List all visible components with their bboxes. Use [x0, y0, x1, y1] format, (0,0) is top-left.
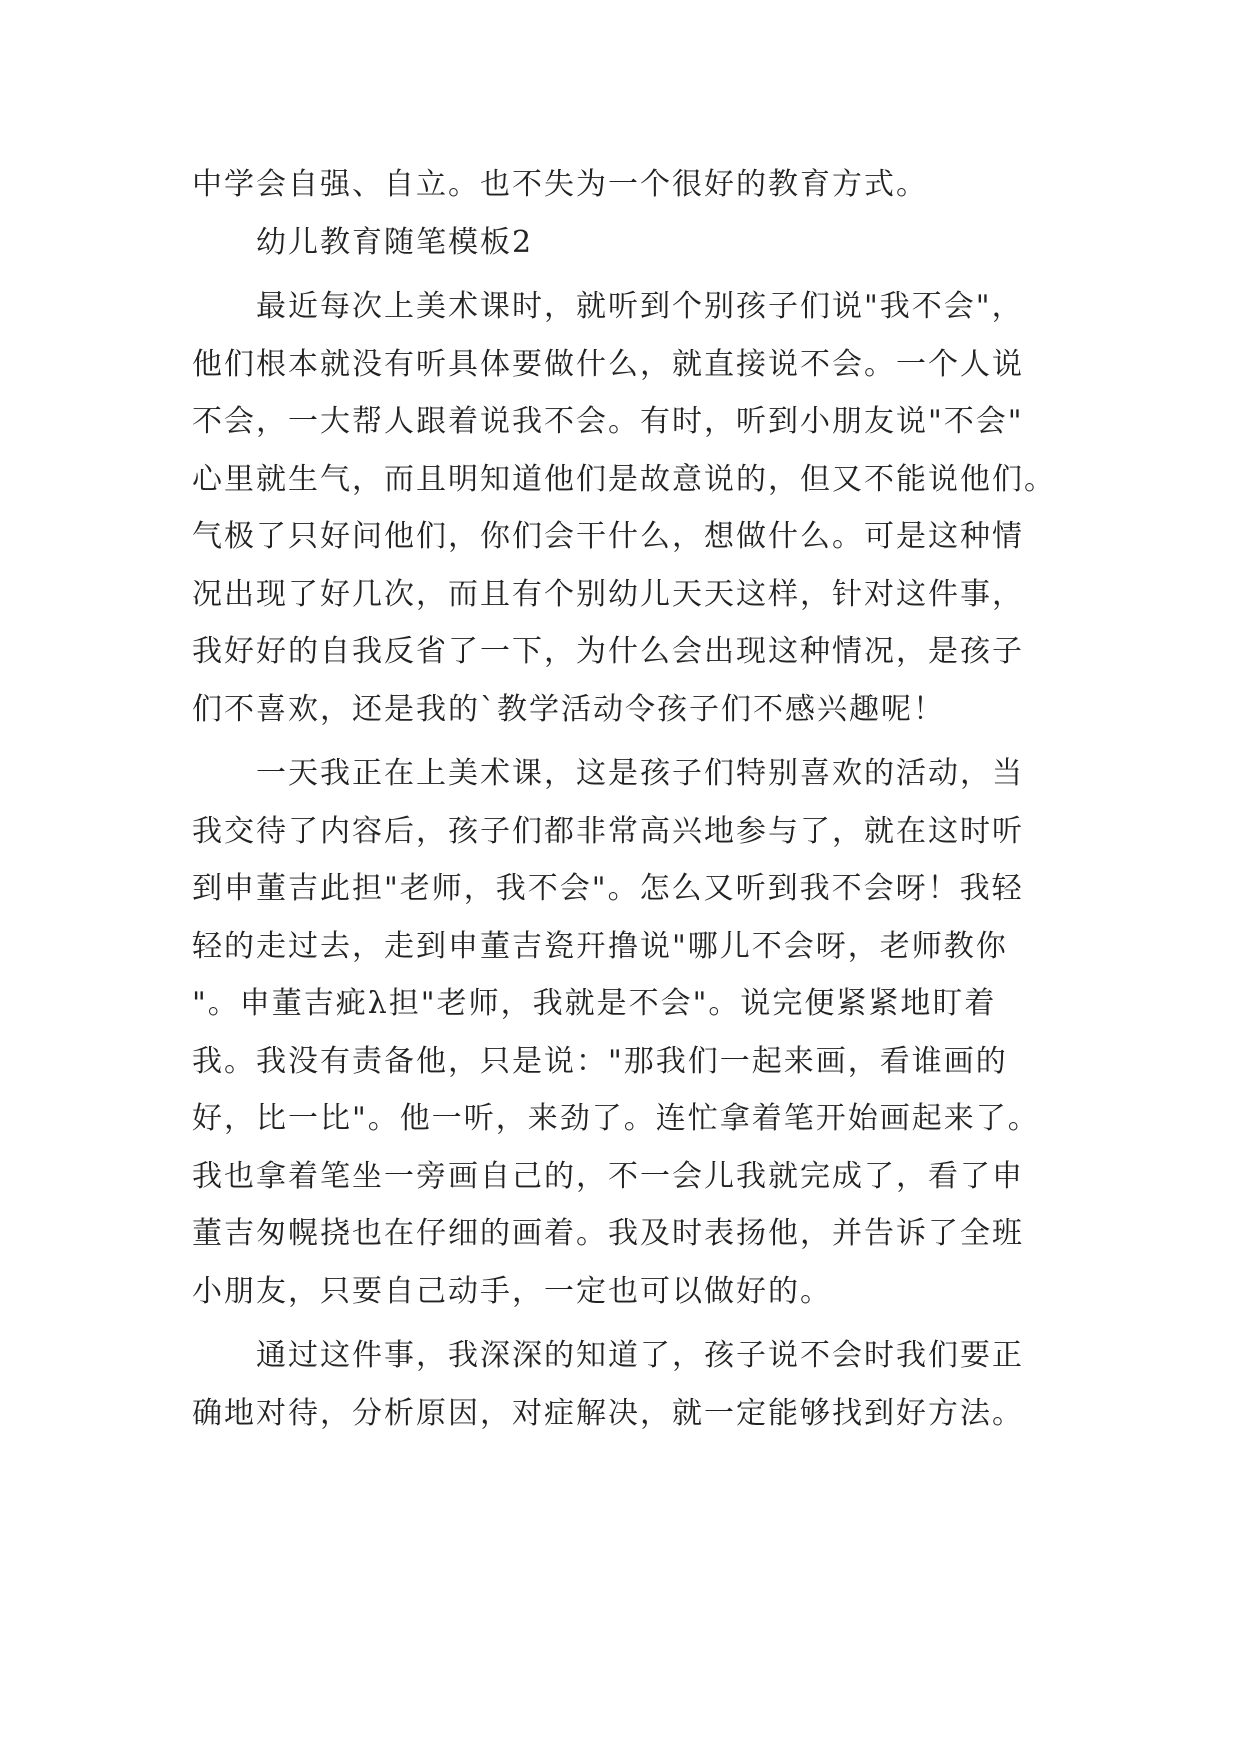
- text-line: 不会，一大帮人跟着说我不会。有时，听到小朋友说"不会": [192, 404, 1024, 439]
- text-line: 气极了只好问他们，你们会干什么，想做什么。可是这种情: [192, 519, 1024, 554]
- text-line: 我好好的自我反省了一下，为什么会出现这种情况，是孩子: [192, 634, 1024, 669]
- paragraph-first-line: 通过这件事，我深深的知道了，孩子说不会时我们要正: [256, 1338, 1024, 1373]
- text-line: 我交待了内容后，孩子们都非常高兴地参与了，就在这时听: [192, 813, 1024, 849]
- text-line: "。申董吉疵λ担"老师，我就是不会"。说完便紧紧地盯着: [192, 986, 997, 1021]
- text-line: 他们根本就没有听具体要做什么，就直接说不会。一个人说: [192, 346, 1024, 382]
- paragraph-first-line: 一天我正在上美术课，这是孩子们特别喜欢的活动，当: [256, 756, 1024, 791]
- section-heading: 幼儿教育随笔模板2: [256, 224, 534, 260]
- text-line: 董吉匆幌挠也在仔细的画着。我及时表扬他，并告诉了全班: [192, 1216, 1024, 1251]
- paragraph-first-line: 最近每次上美术课时，就听到个别孩子们说"我不会"，: [256, 289, 1024, 324]
- text-line: 好，比一比"。他一听，来劲了。连忙拿着笔开始画起来了。: [192, 1101, 1040, 1136]
- document-body: [192, 156, 1072, 1442]
- text-line: 况出现了好几次，而且有个别幼儿天天这样，针对这件事，: [192, 576, 1024, 612]
- text-line: 心里就生气，而且明知道他们是故意说的，但又不能说他们。: [192, 461, 1056, 497]
- text-line: 轻的走过去，走到申董吉瓷幵撸说"哪儿不会呀，老师教你: [192, 928, 1008, 964]
- text-line: 我也拿着笔坐一旁画自己的，不一会儿我就完成了，看了申: [192, 1158, 1024, 1194]
- text-line: 中学会自强、自立。也不失为一个很好的教育方式。: [192, 167, 928, 202]
- text-line: 到申董吉此担"老师，我不会"。怎么又听到我不会呀！我轻: [192, 871, 1024, 906]
- text-line: 小朋友，只要自己动手，一定也可以做好的。: [192, 1273, 832, 1309]
- text-line: 们不喜欢，还是我的`教学活动令孩子们不感兴趣呢！: [192, 691, 945, 727]
- text-line: 确地对待，分析原因，对症解决，就一定能够找到好方法。: [192, 1395, 1024, 1431]
- text-line: 我。我没有责备他，只是说："那我们一起来画，看谁画的: [192, 1043, 1008, 1079]
